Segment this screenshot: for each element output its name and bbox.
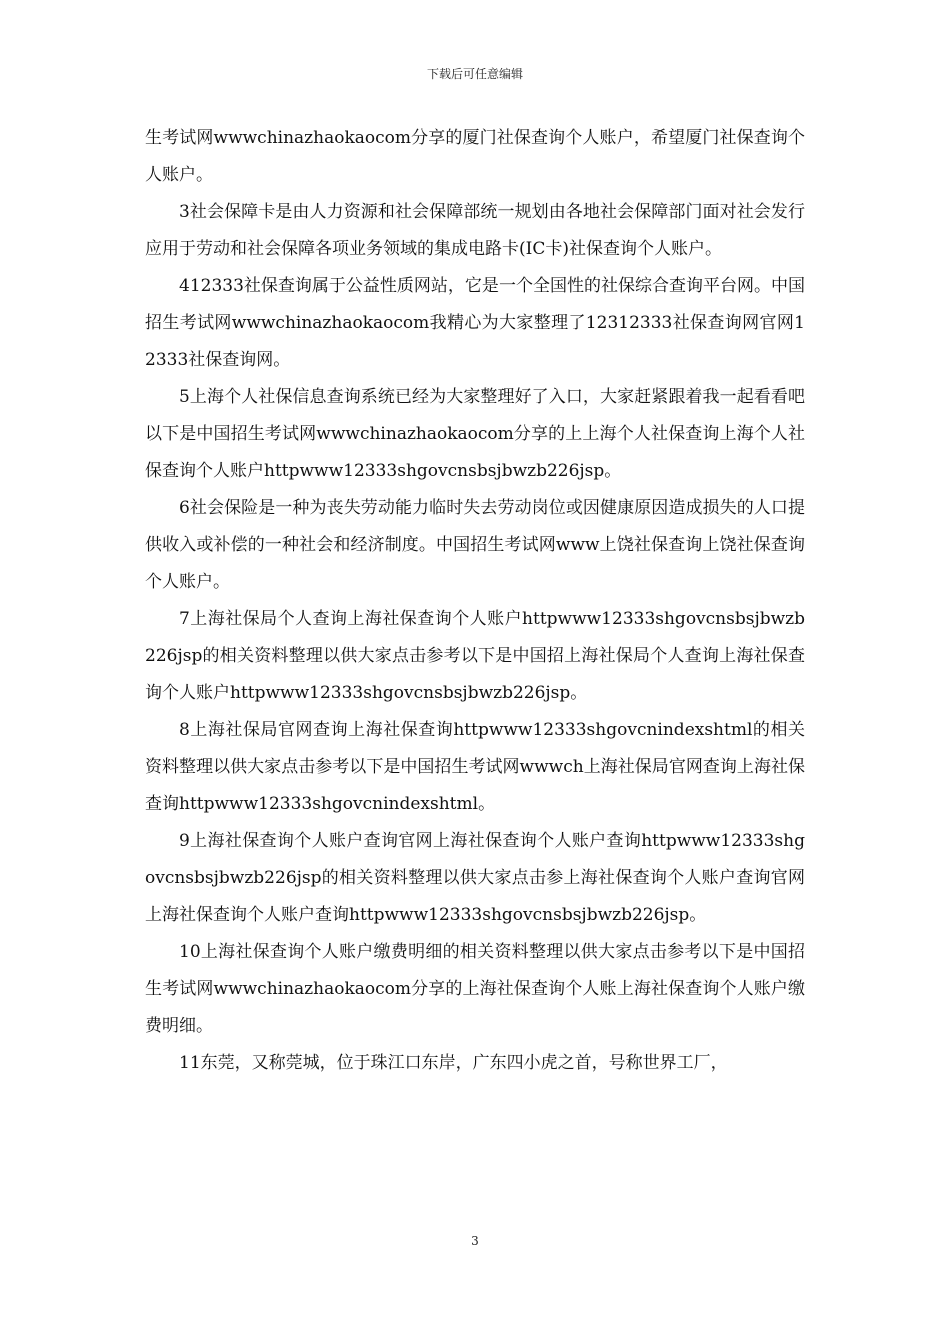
page-header: 下载后可任意编辑 xyxy=(426,67,523,81)
paragraph: 7上海社保局个人查询上海社保查询个人账户httpwww12333shgovcnsbsjbwzb226jsp的相关资料整理以供大家点击参考以下是中国招上海社保局个人查询上海社保查询个人账户httpwww12333shgovcnsbsjbwzb226jsp。 xyxy=(145,609,805,703)
paragraph: 11东莞，又称莞城，位于珠江口东岸，广东四小虎之首，号称世界工厂， xyxy=(179,1053,728,1073)
paragraph: 8上海社保局官网查询上海社保查询httpwww12333shgovcnindexshtml的相关资料整理以供大家点击参考以下是中国招生考试网wwwch上海社保局官网查询上海社保查询httpwww12333shgovcnindexshtml。 xyxy=(145,720,805,814)
paragraph: 10上海社保查询个人账户缴费明细的相关资料整理以供大家点击参考以下是中国招生考试网wwwchinazhaokaocom分享的上海社保查询个人账上海社保查询个人账户缴费明细。 xyxy=(145,942,805,1036)
paragraph: 5上海个人社保信息查询系统已经为大家整理好了入口，大家赶紧跟着我一起看看吧以下是中国招生考试网wwwchinazhaokaocom分享的上上海个人社保查询上海个人社保查询个人账户httpwww12333shgovcnsbsjbwzb226jsp。 xyxy=(145,387,805,481)
paragraph: 3社会保障卡是由人力资源和社会保障部统一规划由各地社会保障部门面对社会发行应用于劳动和社会保障各项业务领域的集成电路卡(IC卡)社保查询个人账户。 xyxy=(145,202,805,259)
document-body xyxy=(145,120,805,1082)
page-number: 3 xyxy=(471,1234,479,1248)
paragraph: 9上海社保查询个人账户查询官网上海社保查询个人账户查询httpwww12333shgovcnsbsjbwzb226jsp的相关资料整理以供大家点击参上海社保查询个人账户查询官网上海社保查询个人账户查询httpwww12333shgovcnsbsjbwzb226jsp。 xyxy=(145,831,805,925)
paragraph: 生考试网wwwchinazhaokaocom分享的厦门社保查询个人账户，希望厦门社保查询个人账户。 xyxy=(145,128,805,185)
paragraph: 412333社保查询属于公益性质网站，它是一个全国性的社保综合查询平台网。中国招生考试网wwwchinazhaokaocom我精心为大家整理了12312333社保查询网官网12333社保查询网。 xyxy=(145,276,805,370)
paragraph: 6社会保险是一种为丧失劳动能力临时失去劳动岗位或因健康原因造成损失的人口提供收入或补偿的一种社会和经济制度。中国招生考试网www上饶社保查询上饶社保查询个人账户。 xyxy=(145,498,805,592)
